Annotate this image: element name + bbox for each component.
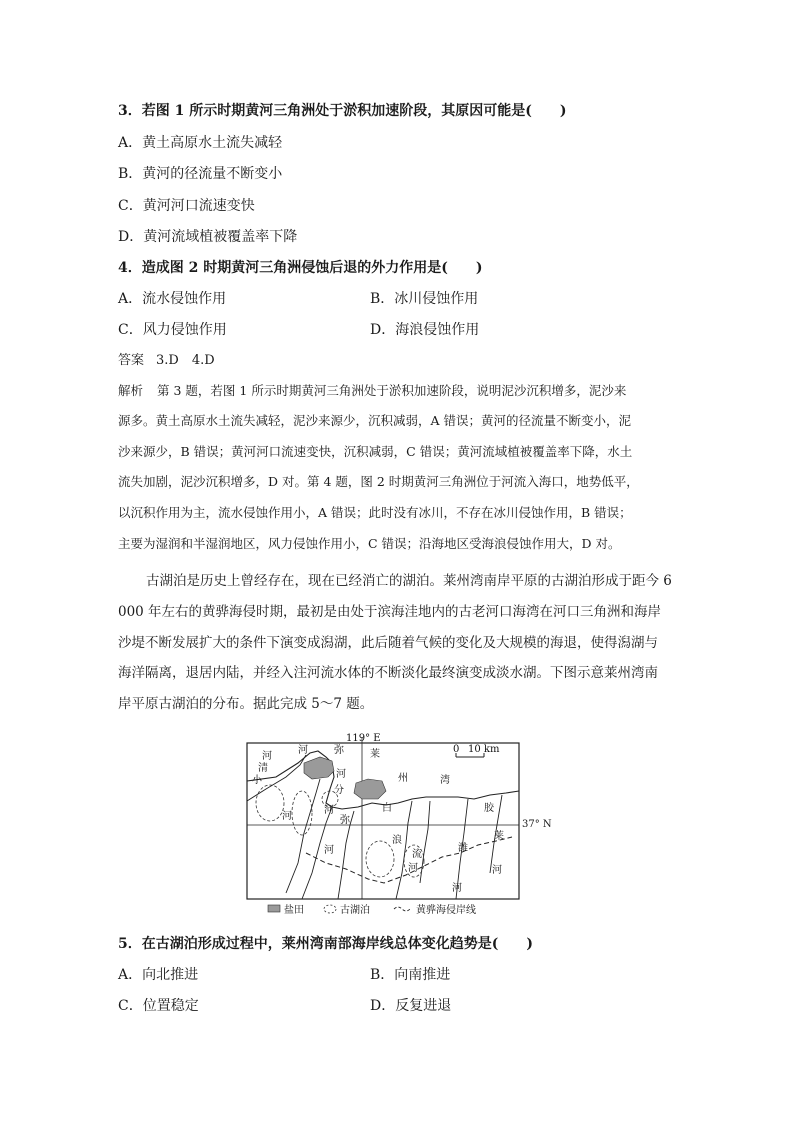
q4-option-a[interactable]: A．流水侵蚀作用 (118, 291, 227, 307)
map-char-he-1: 河 (262, 751, 272, 762)
explanation-line-2: 源多。黄土高原水土流失减轻，泥沙来源少，沉积减弱，A 错误；黄河的径流量不断变小，泥 (118, 413, 632, 428)
q4-option-c[interactable]: C．风力侵蚀作用 (118, 322, 227, 338)
map-char-jiao: 胶 (484, 803, 494, 814)
map-char-he-2: 河 (298, 745, 308, 756)
q5-option-a[interactable]: A．向北推进 (118, 967, 199, 983)
map-char-he-6: 河 (492, 865, 502, 876)
answer-label: 答案 (118, 353, 145, 368)
q3-option-d[interactable]: D．黄河流域植被覆盖率下降 (118, 229, 298, 245)
q4-option-d[interactable]: D．海浪侵蚀作用 (370, 322, 480, 338)
q3-option-b[interactable]: B．黄河的径流量不断变小 (118, 166, 283, 182)
map-char-he-4: 河 (324, 805, 334, 816)
map-char-he-5: 河 (282, 811, 292, 822)
map-char-wan: 湾 (440, 775, 450, 786)
explanation-line-6: 主要为湿润和半湿润地区，风力侵蚀作用小，C 错误；沿海地区受海浪侵蚀作用大，D 对。 (118, 536, 621, 551)
map-char-qing: 清 (258, 763, 268, 774)
answer-text: 3.D 4.D (156, 353, 215, 368)
legend-lake-swatch (324, 905, 336, 913)
legend-lake-label: 古湖泊 (340, 905, 370, 916)
map-char-he-7: 河 (324, 845, 334, 856)
explanation-label: 解析 (118, 383, 144, 398)
passage-line-5: 岸平原古湖泊的分布。据此完成 5～7 题。 (118, 696, 374, 712)
q5-option-c[interactable]: C．位置稳定 (118, 998, 199, 1014)
map-char-mi-2: 弥 (340, 815, 350, 826)
map-char-fen: 分 (334, 785, 344, 796)
lon-label: 119° E (346, 733, 381, 744)
laizhou-bay-map (246, 733, 552, 923)
q5-stem: 5．在古湖泊形成过程中，莱州湾南部海岸线总体变化趋势是( ) (118, 936, 533, 952)
scale-distance: 10 km (468, 744, 500, 755)
passage-line-1: 古湖泊是历史上曾经存在，现在已经消亡的湖泊。莱州湾南岸平原的古湖泊形成于距今 6 (146, 573, 672, 589)
q3-option-c[interactable]: C．黄河河口流速变快 (118, 198, 255, 214)
map-char-xiao: 小 (252, 775, 262, 786)
passage-line-2: 000 年左右的黄骅海侵时期，最初是由处于滨海洼地内的古老河口海湾在河口三角洲和海岸 (118, 604, 662, 620)
legend-coast-label: 黄骅海侵岸线 (416, 905, 476, 916)
explanation-line-4: 流失加剧，泥沙沉积增多，D 对。第 4 题，图 2 时期黄河三角洲位于河流入海口，地势低平， (118, 474, 639, 489)
explanation-line-1: 解析 第 3 题，若图 1 所示时期黄河三角洲处于淤积加速阶段，说明泥沙沉积增多，泥沙来 (118, 383, 627, 398)
q5-option-b[interactable]: B．向南推进 (370, 967, 451, 983)
map-char-lai-2: 莱 (494, 831, 504, 842)
q5-option-d[interactable]: D．反复进退 (370, 998, 452, 1014)
map-char-lai-1: 莱 (370, 749, 380, 760)
map-char-wei: 潍 (458, 843, 468, 854)
salt-field-east (354, 779, 386, 799)
map-lat-label: 37° N (522, 819, 552, 830)
map-svg (246, 733, 520, 923)
explanation-line-5: 以沉积作用为主，流水侵蚀作用小，A 错误；此时没有冰川，不存在冰川侵蚀作用，B 错误； (118, 505, 632, 520)
map-char-liu: 流 (412, 849, 422, 860)
map-char-bai: 白 (382, 803, 392, 814)
answer-row (118, 351, 215, 371)
legend-salt-label: 盐田 (284, 905, 304, 916)
legend-coast-swatch (394, 907, 410, 911)
q3-option-a[interactable]: A．黄土高原水土流失减轻 (118, 135, 283, 151)
map-char-lang: 浪 (392, 835, 402, 846)
map-char-he-8: 河 (408, 863, 418, 874)
passage-line-3: 沙堤不断发展扩大的条件下演变成潟湖，此后随着气候的变化及大规模的海退，使得潟湖与 (118, 635, 658, 651)
map-char-he-3: 河 (336, 769, 346, 780)
passage-line-4: 海洋隔离，退居内陆，并经入注河流水体的不断淡化最终演变成淡水湖。下图示意莱州湾南 (118, 665, 658, 681)
scale-zero: 0 (453, 744, 460, 755)
q4-stem: 4．造成图 2 时期黄河三角洲侵蚀后退的外力作用是( ) (118, 260, 483, 276)
map-char-zhou: 州 (398, 773, 408, 784)
explanation-line-3: 沙来源少，B 错误；黄河河口流速变快，沉积减弱，C 错误；黄河流域植被覆盖率下降，水土 (118, 444, 633, 459)
legend-salt-swatch (268, 905, 280, 912)
q4-option-b[interactable]: B．冰川侵蚀作用 (370, 291, 479, 307)
map-char-he-9: 河 (452, 883, 462, 894)
map-char-mi-1: 弥 (334, 745, 344, 756)
q3-stem: 3．若图 1 所示时期黄河三角洲处于淤积加速阶段，其原因可能是( ) (118, 103, 567, 119)
